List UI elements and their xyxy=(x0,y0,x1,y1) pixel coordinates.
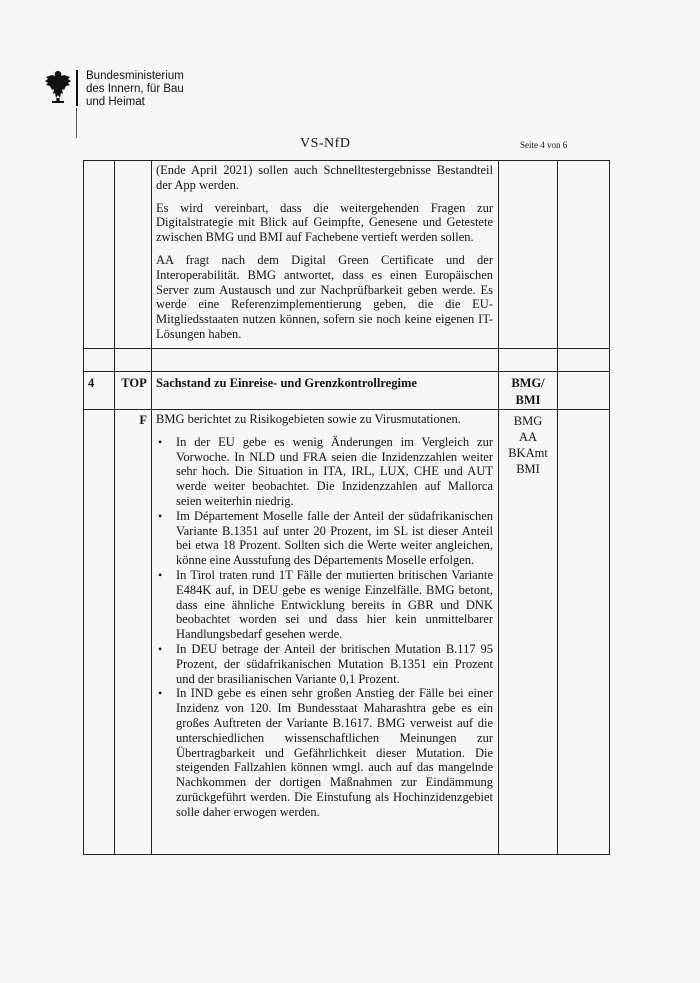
table-row-agenda-item xyxy=(84,372,610,410)
table-row-spacer xyxy=(84,349,610,372)
type-cell xyxy=(115,161,152,349)
spacer-cell xyxy=(84,349,115,372)
continuation-paragraph: (Ende April 2021) sollen auch Schnelltestergebnisse Bestandteil der App werden. xyxy=(156,163,493,192)
finding-intro: BMG berichtet zu Risikogebieten sowie zu Virusmutationen. xyxy=(156,412,461,426)
continuation-body xyxy=(152,161,499,349)
table-row-continuation xyxy=(84,161,610,349)
ministry-logo xyxy=(44,68,194,138)
ministry-name-line: und Heimat xyxy=(86,96,145,108)
list-item: • In Tirol traten rund 1T Fälle der mutierten britischen Variante E484K auf, in DEU gebe es wenige Einzelfälle. BMG betont, dass eine ähnliche Entwicklung bereits in GBR und DNK beobachtet worden sei und dass hier kein unmittelbarer Handlungsbedarf gesehen werde. xyxy=(176,568,493,642)
finding-body xyxy=(152,410,499,855)
agenda-title: Sachstand zu Einreise- und Grenzkontrollregime xyxy=(152,372,499,410)
spacer-cell xyxy=(499,349,558,372)
responsible-agency: BKAmt xyxy=(508,446,548,460)
page-indicator: Seite 4 von 6 xyxy=(520,140,568,150)
protocol-table xyxy=(83,160,610,855)
ministry-name xyxy=(86,70,216,109)
responsible-agency: BMI xyxy=(516,462,540,476)
list-item: • In der EU gebe es wenig Änderungen im Vergleich zur Vorwoche. In NLD und FRA seien die Inzidenzzahlen weiter sehr hoch. Die Situation in ITA, IRL, LUX, CHE und AUT werde weiter beobachtet. Die Inzidenzzahlen auf Mallorca seien weiterhin niedrig. xyxy=(176,435,493,509)
status-cell xyxy=(558,410,610,855)
agenda-number: 4 xyxy=(84,372,115,410)
federal-eagle-icon xyxy=(44,68,72,104)
list-item: • In DEU betrage der Anteil der britischen Mutation B.117 95 Prozent, der südafrikanischen Mutation B.1351 ein Prozent und der brasilianischen Variante 0,1 Prozent. xyxy=(176,642,493,686)
spacer-cell xyxy=(152,349,499,372)
spacer-cell xyxy=(558,349,610,372)
status-cell xyxy=(558,372,610,410)
responsible-cell xyxy=(499,161,558,349)
finding-type: F xyxy=(115,410,152,855)
finding-responsible xyxy=(499,410,558,855)
status-cell xyxy=(558,161,610,349)
number-cell xyxy=(84,410,115,855)
classification-label: VS-NfD xyxy=(300,136,351,151)
table-row-finding xyxy=(84,410,610,855)
ministry-name-line: Bundesministerium xyxy=(86,70,184,82)
continuation-paragraph: Es wird vereinbart, dass die weitergehenden Fragen zur Digitalstrategie mit Blick auf Geimpfte, Genesene und Getestete zwischen BMG und BMI auf Fachebene vertieft werden sollen. xyxy=(156,200,493,245)
finding-bullet-list xyxy=(156,435,493,820)
logo-divider xyxy=(76,70,78,106)
agenda-type: TOP xyxy=(115,372,152,410)
continuation-paragraph: AA fragt nach dem Digital Green Certificate und der Interoperabilität. BMG antwortet, dass es einen Europäischen Server zum Austausch und zur Nachprüfbarkeit geben werde. Es werde eine Referenzimplementierung geben, die die EU-Mitgliedsstaaten nutzen können, sofern sie noch keine eigenen IT-Lösungen haben. xyxy=(156,252,493,341)
number-cell xyxy=(84,161,115,349)
list-item: • In IND gebe es einen sehr großen Anstieg der Fälle bei einer Inzidenz von 120. Im Bundesstaat Maharashtra gebe es ein großes Auftreten der Variante B.1617. BMG verweist auf die unterschiedlichen wissenschaftlichen Meinungen zur Übertragbarkeit und Gefährlichkeit dieser Mutation. Die steigenden Fallzahlen können wmgl. auch auf das mangelnde Nachkommen der dortigen Maßnahmen zur Eindämmung zurückgeführt werden. Die Einstufung als Hochinzidenzgebiet solle daher erwogen werden. xyxy=(176,686,493,819)
responsible-agency: BMG xyxy=(513,414,543,428)
responsible-agency: AA xyxy=(518,430,538,444)
ministry-name-line: des Innern, für Bau xyxy=(86,83,184,95)
margin-mark xyxy=(76,108,77,138)
list-item: • Im Département Moselle falle der Anteil der südafrikanischen Variante B.1351 auf unter 20 Prozent, im SL ist dieser Anteil bei etwa 18 Prozent. Sollten sich die Werte weiter angleichen, könne eine Ausstufung des Départements Moselle erfolgen. xyxy=(176,509,493,568)
spacer-cell xyxy=(115,349,152,372)
agenda-responsible: BMG/ BMI xyxy=(499,372,558,410)
